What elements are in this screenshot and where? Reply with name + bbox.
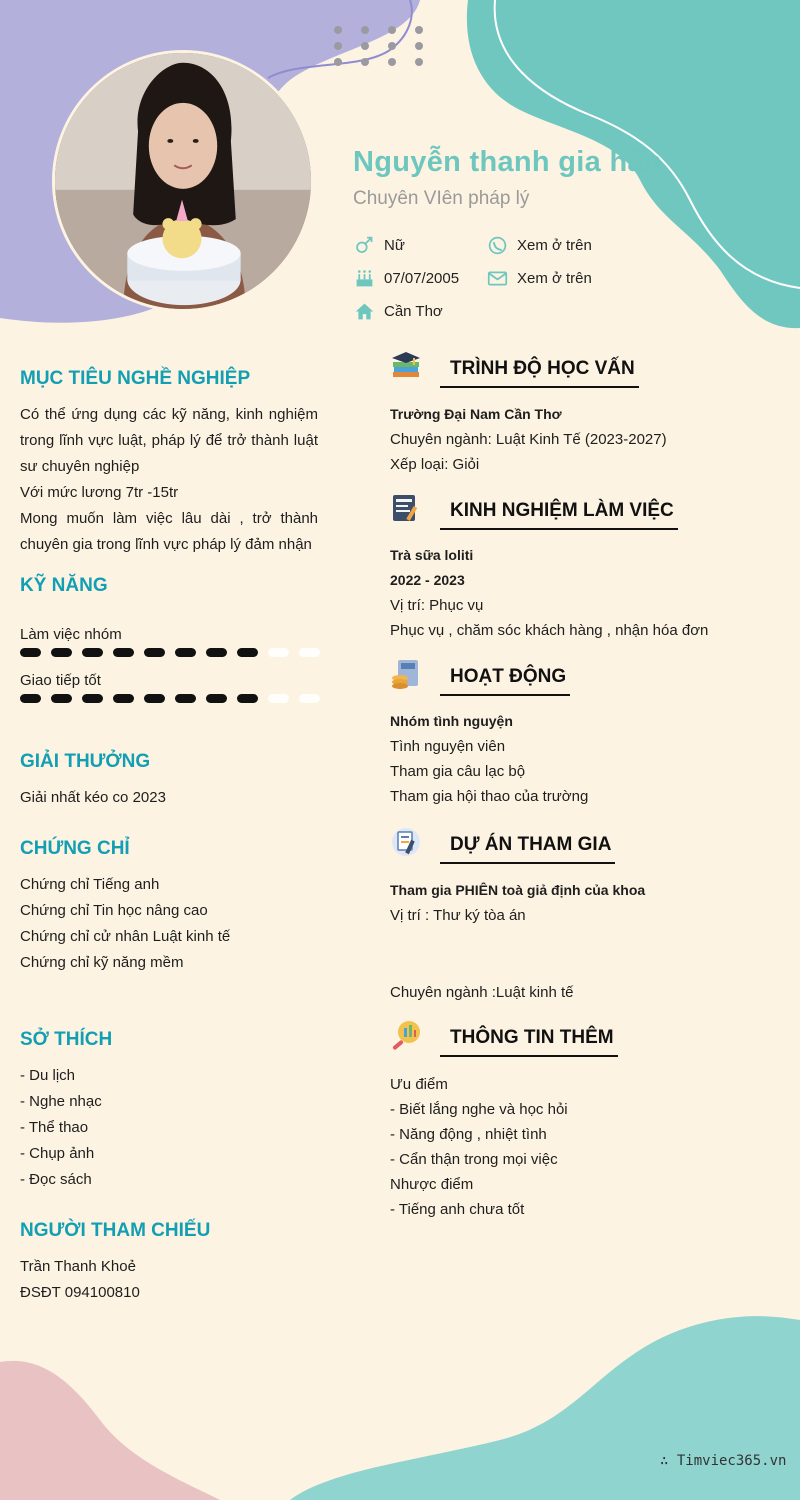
skill-level-segment: [82, 648, 103, 657]
profile-photo: [55, 53, 311, 309]
skill-level-segment: [268, 694, 289, 703]
gender-info: [353, 234, 405, 256]
projects-details: [390, 878, 790, 928]
hobby-item: - Nghe nhạc: [20, 1093, 102, 1110]
skill-level-segment: [20, 694, 41, 703]
skill-level-bar: [20, 694, 320, 704]
phone-icon: [486, 234, 508, 256]
certificates-list: [20, 872, 318, 976]
activities-details: [390, 709, 790, 809]
objective-text: [20, 402, 318, 558]
activities-icon: [390, 658, 422, 690]
award-item: Giải nhất kéo co 2023: [20, 789, 166, 806]
skill-level-segment: [299, 694, 320, 703]
experience-details: [390, 543, 790, 643]
hobby-item: - Thể thao: [20, 1119, 89, 1136]
projects-icon: [390, 826, 422, 858]
project-major: Chuyên ngành :Luật kinh tế: [390, 984, 574, 1001]
skill-level-segment: [237, 648, 258, 657]
skill-level-segment: [113, 694, 134, 703]
additional-line: - Tiếng anh chưa tốt: [390, 1201, 525, 1218]
activity-line: Tham gia hội thao của trường: [390, 788, 589, 805]
reference-item: ĐSĐT 094100810: [20, 1284, 140, 1301]
objective-line: Có thể ứng dụng các kỹ năng, kinh nghiệm trong lĩnh vực luật, pháp lý để trở thành luật sư chuyên nghiệp: [20, 406, 318, 475]
additional-line: - Năng động , nhiệt tình: [390, 1126, 547, 1143]
phone-info: [486, 234, 592, 256]
activity-group: Nhóm tình nguyện: [390, 713, 513, 729]
section-title-skills: KỸ NĂNG: [20, 575, 108, 596]
skill-level-segment: [268, 648, 289, 657]
skill-level-segment: [175, 694, 196, 703]
skill-level-segment: [20, 648, 41, 657]
experience-icon: [390, 492, 422, 524]
activity-line: Tham gia câu lạc bộ: [390, 763, 526, 780]
skill-label: Giao tiếp tốt: [20, 672, 101, 689]
skill-level-segment: [237, 694, 258, 703]
education-line: Chuyên ngành: Luật Kinh Tế (2023-2027): [390, 431, 667, 448]
project-role: Vị trí : Thư ký tòa án: [390, 907, 526, 924]
teal-blob-bottom: [290, 1316, 800, 1500]
section-title-additional: THÔNG TIN THÊM: [440, 1027, 618, 1057]
references-list: [20, 1254, 318, 1306]
project-name: Tham gia PHIÊN toà giả định của khoa: [390, 882, 646, 898]
objective-line: Mong muốn làm việc lâu dài , trở thành chuyên gia trong lĩnh vực pháp lý đảm nhận: [20, 510, 318, 553]
experience-line: Vị trí: Phục vụ: [390, 597, 484, 614]
section-header-activities: [390, 658, 570, 690]
skill-level-bar: [20, 648, 320, 658]
certificate-item: Chứng chỉ Tin học nâng cao: [20, 902, 208, 919]
experience-period: 2022 - 2023: [390, 572, 465, 588]
section-header-additional: [390, 1019, 618, 1051]
skill-level-segment: [175, 648, 196, 657]
awards-list: [20, 785, 318, 811]
section-title-projects: DỰ ÁN THAM GIA: [440, 834, 615, 864]
section-title-education: TRÌNH ĐỘ HỌC VẤN: [440, 358, 639, 388]
section-header-projects: [390, 826, 615, 858]
section-header-experience: [390, 492, 678, 524]
hobbies-list: [20, 1063, 318, 1193]
education-details: [390, 402, 790, 477]
skill-level-segment: [51, 648, 72, 657]
gender-icon: [353, 234, 375, 256]
birthday-icon: [353, 267, 375, 289]
home-icon: [353, 300, 375, 322]
candidate-name: Nguyễn thanh gia hân: [353, 146, 662, 178]
gender-value: Nữ: [384, 236, 405, 254]
certificate-item: Chứng chỉ Tiếng anh: [20, 876, 160, 893]
skill-label: Làm việc nhóm: [20, 626, 122, 643]
company-name: Trà sữa loliti: [390, 547, 474, 563]
job-title: Chuyên VIên pháp lý: [353, 188, 530, 209]
address-info: [353, 300, 443, 322]
activity-line: Tình nguyện viên: [390, 738, 506, 755]
additional-info-icon: [390, 1019, 422, 1051]
additional-line: Nhược điểm: [390, 1176, 474, 1193]
school-name: Trường Đại Nam Cần Thơ: [390, 406, 562, 422]
section-title-objective: MỤC TIÊU NGHỀ NGHIỆP: [20, 368, 251, 389]
certificate-item: Chứng chỉ cử nhân Luật kinh tế: [20, 928, 231, 945]
section-title-hobbies: SỞ THÍCH: [20, 1029, 113, 1050]
experience-line: Phục vụ , chăm sóc khách hàng , nhận hóa đơn: [390, 622, 709, 639]
objective-line: Với mức lương 7tr -15tr: [20, 484, 179, 501]
certificate-item: Chứng chỉ kỹ năng mềm: [20, 954, 184, 971]
birthday-info: [353, 267, 459, 289]
section-title-activities: HOẠT ĐỘNG: [440, 666, 570, 696]
avatar: [52, 50, 314, 312]
section-title-certificates: CHỨNG CHỈ: [20, 838, 130, 859]
skill-level-segment: [82, 694, 103, 703]
email-icon: [486, 267, 508, 289]
section-title-references: NGƯỜI THAM CHIẾU: [20, 1220, 211, 1241]
address-value: Cần Thơ: [384, 302, 443, 320]
skill-level-segment: [299, 648, 320, 657]
section-title-awards: GIẢI THƯỞNG: [20, 751, 151, 772]
additional-line: - Cẩn thận trong mọi việc: [390, 1151, 558, 1168]
pink-blob-bottom: [0, 1361, 220, 1500]
education-line: Xếp loại: Giỏi: [390, 456, 480, 473]
hobby-item: - Chụp ảnh: [20, 1145, 95, 1162]
skill-level-segment: [51, 694, 72, 703]
email-value: Xem ở trên: [517, 269, 592, 287]
reference-item: Trần Thanh Khoẻ: [20, 1258, 136, 1275]
birthday-value: 07/07/2005: [384, 269, 460, 287]
hobby-item: - Đọc sách: [20, 1171, 92, 1188]
watermark: ∴ Timviec365.vn: [660, 1453, 787, 1469]
email-info: [486, 267, 592, 289]
phone-value: Xem ở trên: [517, 236, 592, 254]
skill-level-segment: [206, 648, 227, 657]
additional-line: - Biết lắng nghe và học hỏi: [390, 1101, 568, 1118]
skill-level-segment: [144, 694, 165, 703]
skill-level-segment: [113, 648, 134, 657]
hobby-item: - Du lịch: [20, 1067, 76, 1084]
additional-details: [390, 1072, 790, 1222]
additional-line: Ưu điểm: [390, 1076, 448, 1093]
section-header-education: [390, 350, 639, 382]
skill-level-segment: [206, 694, 227, 703]
education-icon: [390, 350, 422, 382]
skill-level-segment: [144, 648, 165, 657]
section-title-experience: KINH NGHIỆM LÀM VIỆC: [440, 500, 678, 530]
